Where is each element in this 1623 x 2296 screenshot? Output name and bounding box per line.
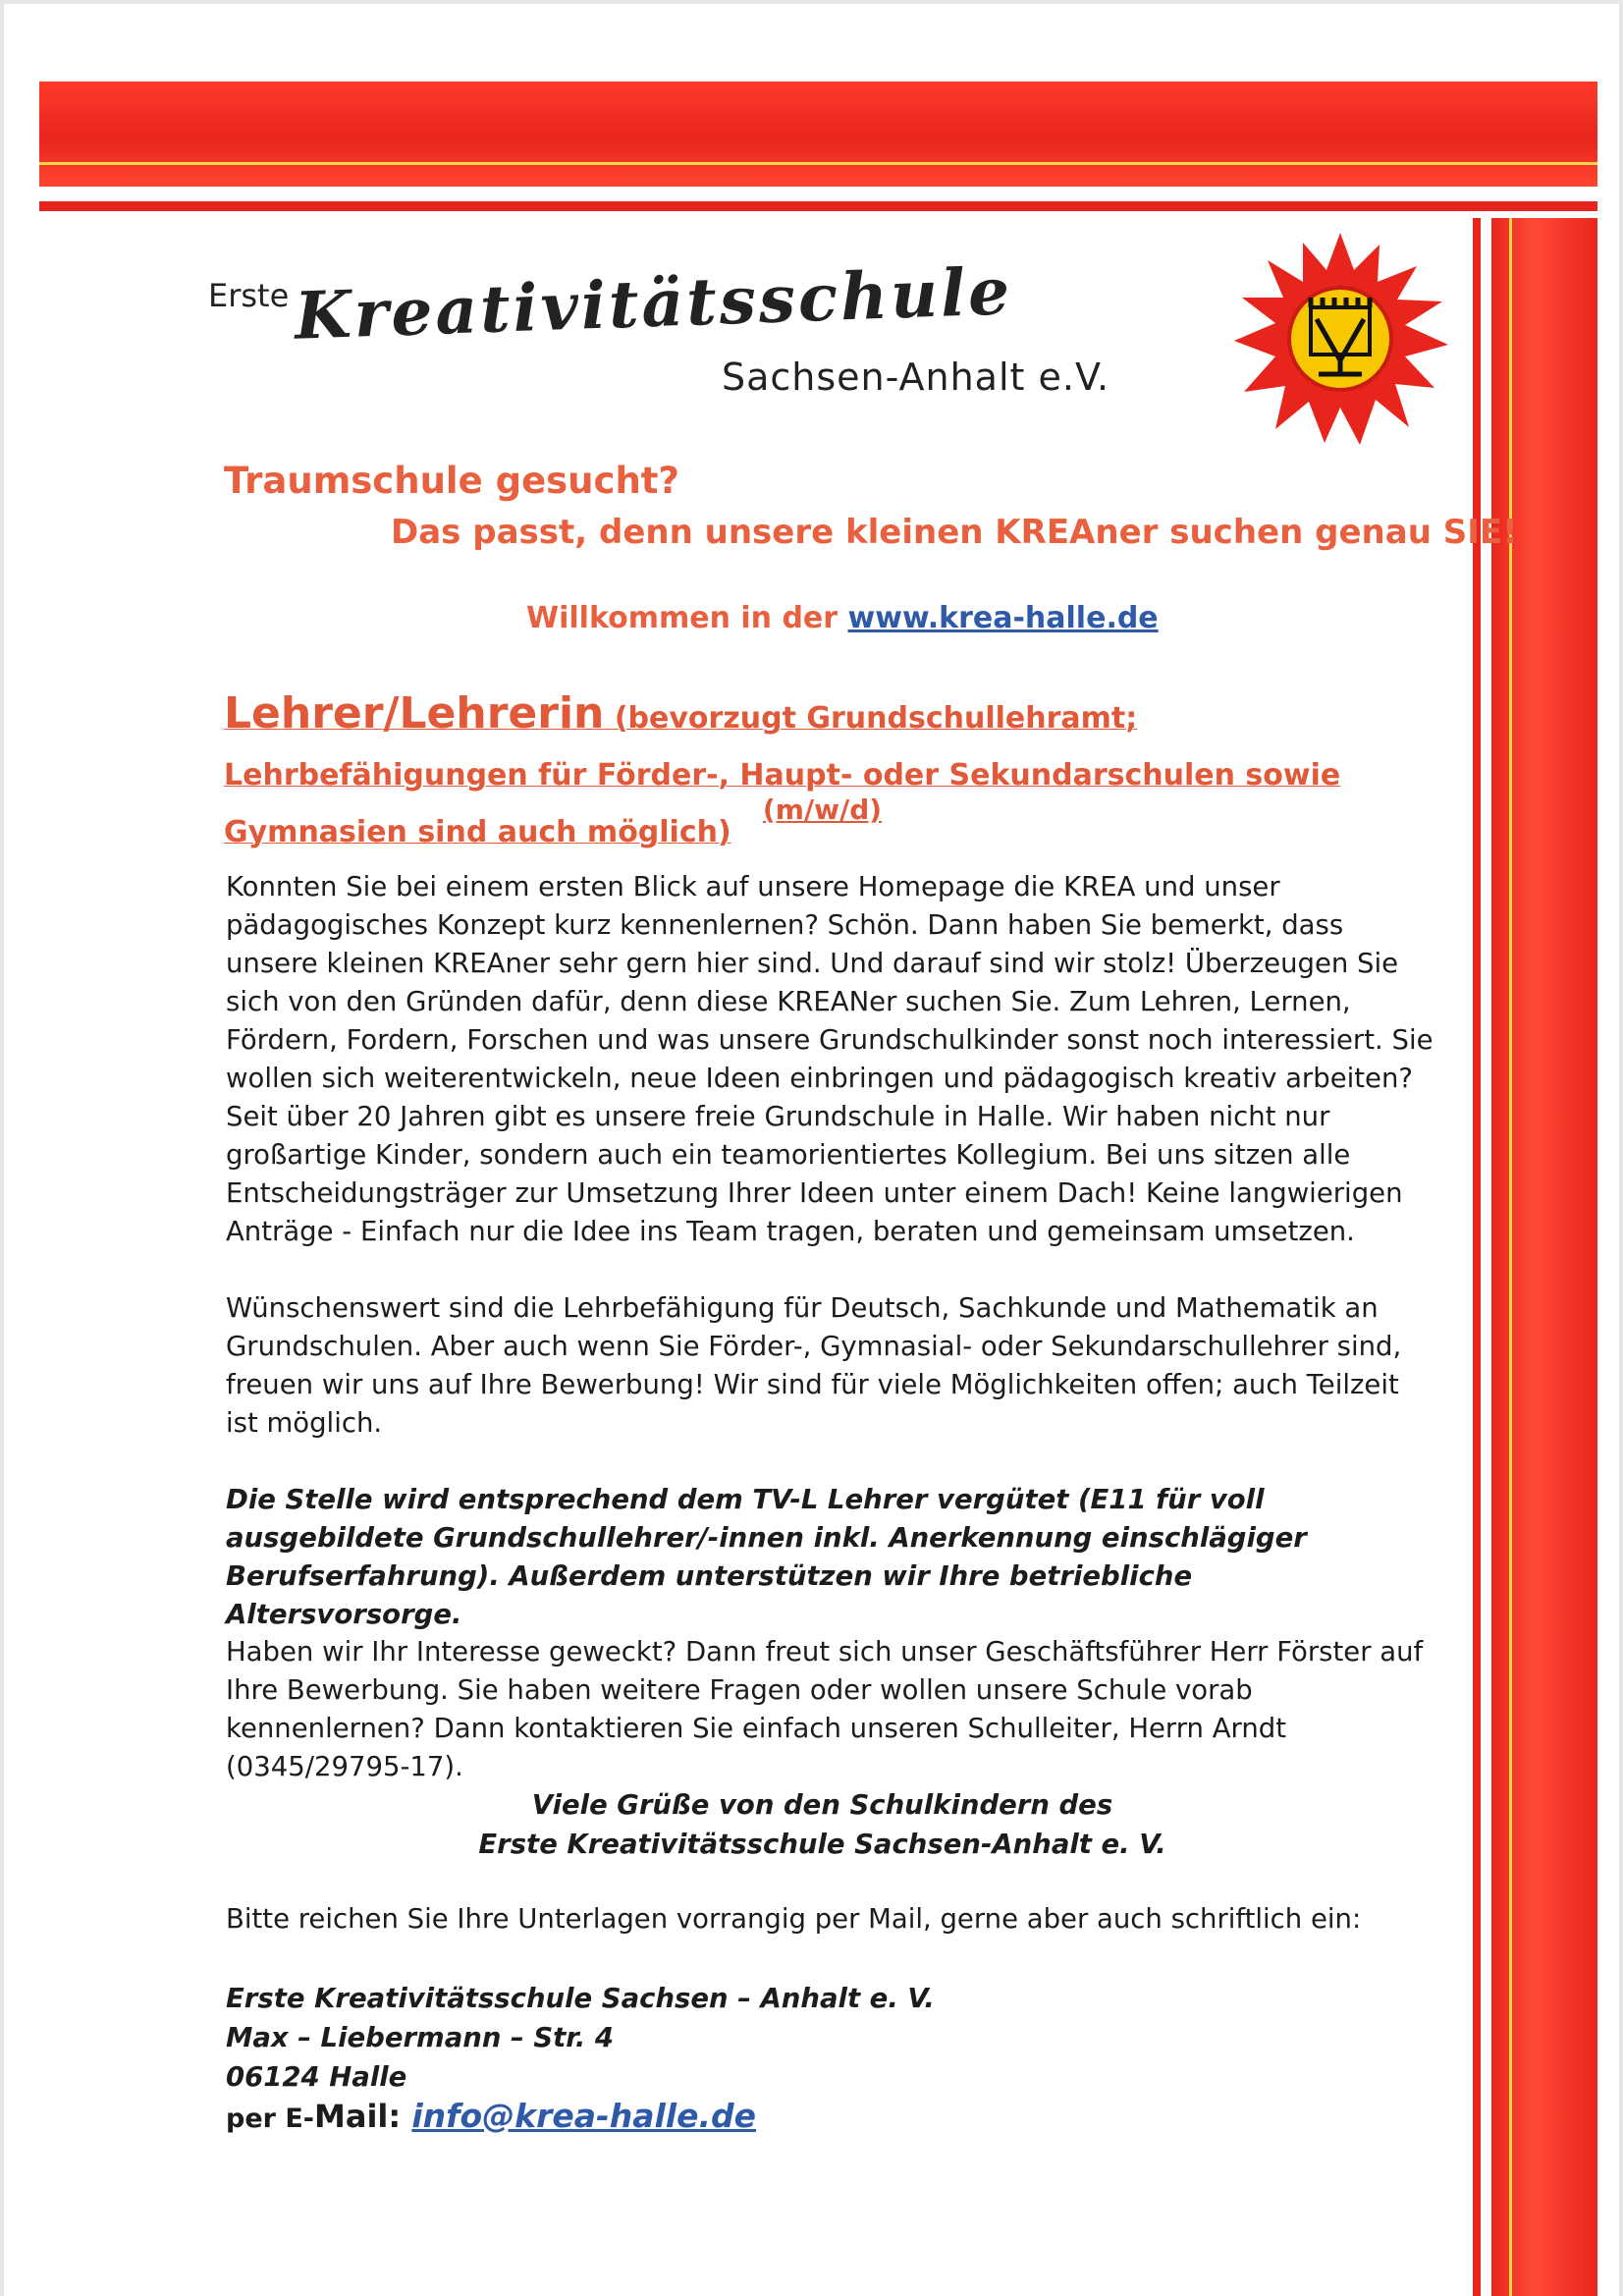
address-block bbox=[226, 1979, 935, 2139]
wishes-paragraph: Wünschenswert sind die Lehrbefähigung für Deutsch, Sachkunde und Mathematik an Grundschulen. Aber auch wenn Sie Förder-, Gymnasial- oder Sekundarschullehrer sind, freuen wir uns auf Ihre Bewerbung! Wir sind für viele Möglichkeiten offen; auch Teilzeit ist möglich. bbox=[226, 1292, 1402, 1439]
job-details: (bevorzugt Grundschullehramt; Lehrbefähigungen für Förder-, Haupt- oder Sekundarschulen sowie Gymnasien sind auch möglich) bbox=[224, 701, 1341, 849]
logo-subtitle: Sachsen-Anhalt e.V. bbox=[722, 355, 1110, 399]
headline-line-2: Das passt, denn unsere kleinen KREAner suchen genau SIE! bbox=[391, 513, 1518, 552]
job-gender-note bbox=[0, 793, 1623, 826]
welcome-line bbox=[526, 601, 1159, 635]
job-title-block bbox=[224, 687, 1422, 863]
page-edge-left bbox=[0, 0, 4, 2296]
page-edge-top bbox=[0, 0, 1623, 4]
address-org: Erste Kreativitätsschule Sachsen – Anhalt e. V. bbox=[226, 1983, 935, 2014]
page-edge-right bbox=[1619, 0, 1623, 2296]
email-link[interactable]: info@krea-halle.de bbox=[411, 2097, 757, 2135]
logo-prefix: Erste bbox=[208, 277, 290, 314]
contact-paragraph: Haben wir Ihr Interesse geweckt? Dann freut sich unser Geschäftsführer Herr Förster auf Ihre Bewerbung. Sie haben weitere Fragen oder wollen unsere Schule vorab kennenlernen? Dann kontaktieren Sie einfach unseren Schulleiter, Herrn Arndt (0345/29795-17). bbox=[226, 1636, 1424, 1782]
welcome-text: Willkommen in der bbox=[526, 601, 848, 635]
website-link[interactable]: www.krea-halle.de bbox=[847, 601, 1159, 635]
school-emblem-icon bbox=[1227, 231, 1453, 447]
job-gender-text: (m/w/d) bbox=[762, 793, 883, 826]
intro-paragraph: Konnten Sie bei einem ersten Blick auf unsere Homepage die KREA und unser pädagogisches Konzept kurz kennenlernen? Schön. Dann haben Sie bemerkt, dass unsere kleinen KREAner sehr gern hier sind. Und darauf sind wir stolz! Überzeugen Sie sich von den Gründen dafür, denn diese KREANer suchen Sie. Zum Lehren, Lernen, Fördern, Fordern, Forschen und was unsere Grundschulkinder sonst noch interessiert. Sie wollen sich weiterentwickeln, neue Ideen einbringen und pädagogisch kreativ arbeiten? Seit über 20 Jahren gibt es unsere freie Grundschule in Halle. Wir haben nicht nur großartige Kinder, sondern auch ein teamorientiertes Kollegium. Bei uns sitzen alle Entscheidungsträger zur Umsetzung Ihrer Ideen unter einem Dach! Keine langwierigen Anträge - Einfach nur die Idee ins Team tragen, beraten und gemeinsam umsetzen. bbox=[226, 871, 1434, 1247]
top-thin-red-stripe bbox=[39, 201, 1597, 211]
mail-label-prefix: per E- bbox=[226, 2104, 315, 2134]
job-title: Lehrer/Lehrerin bbox=[224, 688, 605, 738]
address-street: Max – Liebermann – Str. 4 bbox=[226, 2022, 615, 2053]
greeting-line-1: Viele Grüße von den Schulkindern des bbox=[531, 1789, 1113, 1821]
address-city: 06124 Halle bbox=[226, 2061, 407, 2093]
submit-paragraph: Bitte reichen Sie Ihre Unterlagen vorrangig per Mail, gerne aber auch schriftlich ein: bbox=[226, 1903, 1362, 1935]
salary-paragraph: Die Stelle wird entsprechend dem TV-L Lehrer vergütet (E11 für voll ausgebildete Grundschullehrer/-innen inkl. Anerkennung einschlägiger Berufserfahrung). Außerdem unterstützen wir Ihre betriebliche Altersvorsorge. bbox=[226, 1484, 1307, 1630]
top-red-stripe bbox=[39, 82, 1597, 187]
mail-label: Mail: bbox=[314, 2098, 412, 2135]
top-stripe-yellow-line bbox=[39, 162, 1597, 165]
logo-wordmark: Kreativitätsschule bbox=[293, 252, 1014, 355]
address-mail-row bbox=[226, 2097, 935, 2139]
greeting bbox=[0, 1785, 1623, 1864]
headline-line-1: Traumschule gesucht? bbox=[224, 460, 679, 502]
greeting-line-2: Erste Kreativitätsschule Sachsen-Anhalt e. V. bbox=[478, 1829, 1166, 1860]
